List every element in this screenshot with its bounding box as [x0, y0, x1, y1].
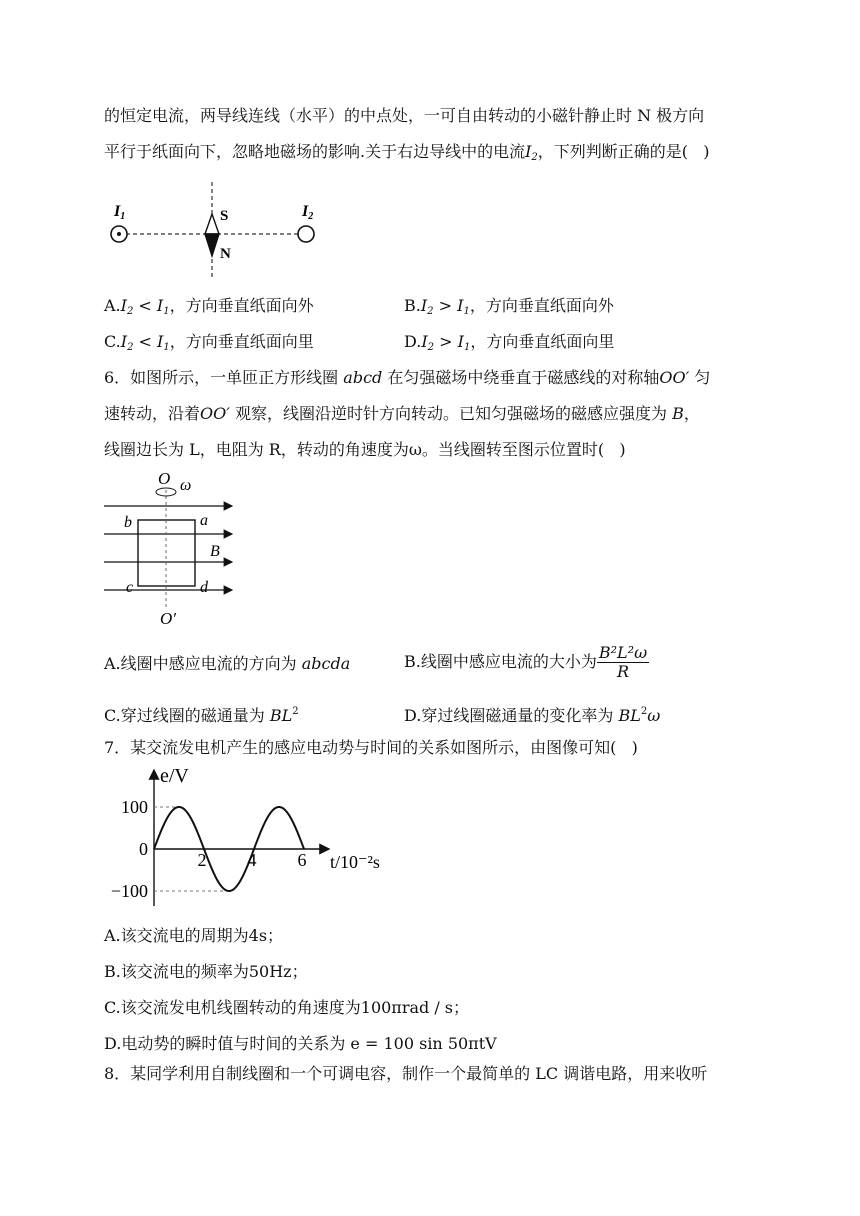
wire-i2-icon — [298, 226, 314, 242]
q6-fraction: $\frac{\text{B²L²ω}}{R}$ — [598, 643, 648, 681]
label-s: S — [220, 208, 229, 224]
q5-option-a: $A.I_2 < I_1$，方向垂直纸面向外 — [104, 296, 314, 317]
y-tick-label: 100 — [121, 797, 148, 817]
q8-stem: 8．某同学利用自制线圈和一个可调电容，制作一个最简单的 LC 调谐电路，用来收听 — [104, 1064, 708, 1083]
label-field-b: B — [210, 543, 220, 560]
q6-option-d: D.穿过线圈磁通量的变化率为 $BL^2\omega$ — [404, 706, 661, 725]
q5-option-c: $C.I_2 < I_1$，方向垂直纸面向里 — [104, 332, 314, 353]
label-b: b — [124, 514, 132, 531]
y-axis-label: e/V — [160, 765, 189, 787]
label-n: N — [220, 246, 231, 262]
x-axis-label: t/10⁻²s — [330, 852, 380, 872]
q5-option-b: $B.I_2 > I_1$，方向垂直纸面向外 — [404, 296, 614, 317]
q5-stem-line2 — [104, 142, 710, 168]
label-i1: I1 — [114, 203, 126, 222]
q7-option-d: D.电动势的瞬时值与时间的关系为 e = 100 sin 50πtV — [104, 1034, 497, 1053]
q6-option-c: C.穿过线圈的磁通量为 $BL^2$ — [104, 706, 299, 725]
x-tick-label: 4 — [247, 850, 257, 870]
q7-option-c: C.该交流发电机线圈转动的角速度为100πrad / s； — [104, 998, 470, 1017]
label-o-prime: O′ — [160, 609, 176, 628]
label-c: c — [126, 579, 134, 596]
label-a: a — [200, 512, 208, 529]
compass-south-icon — [205, 214, 219, 234]
label-o: O — [158, 469, 171, 488]
q7-option-b: B.该交流电的频率为50Hz； — [104, 962, 308, 981]
q6-option-a: A.线圈中感应电流的方向为 abcda — [104, 654, 351, 673]
q6-stem-line1: 6．如图所示，一单匝正方形线圈 abcd 在匀强磁场中绕垂直于磁感线的对称轴OO′ 匀 — [104, 368, 711, 387]
q6-stem-line2: 速转动，沿着OO′ 观察，线圈沿逆时针方向转动。已知匀强磁场的磁感应强度为 B， — [104, 404, 700, 423]
compass-north-icon — [205, 234, 219, 256]
y-tick-label: 0 — [139, 839, 148, 859]
q7-stem: 7．某交流发电机产生的感应电动势与时间的关系如图所示，由图像可知( ) — [104, 738, 638, 757]
x-tick-label: 6 — [297, 850, 307, 870]
q5-i2: $I_2$ — [525, 142, 538, 163]
q6-option-b: B.线圈中感应电流的大小为 $\frac{\text{B²L²ω}}{R}$ — [404, 643, 648, 681]
label-i2: I2 — [302, 203, 314, 222]
label-omega: ω — [180, 477, 192, 494]
label-d: d — [200, 579, 208, 596]
q5-figure — [104, 178, 334, 280]
q6-figure — [104, 468, 236, 628]
q6-stem-line3: 线圈边长为 L，电阻为 R，转动的角速度为ω。当线圈转至图示位置时( ) — [104, 440, 626, 459]
q7-option-a: A.该交流电的周期为4s； — [104, 926, 284, 945]
q5-option-d: $D.I_2 > I_1$，方向垂直纸面向里 — [404, 332, 615, 353]
q5-stem-line1: 的恒定电流，两导线连线（水平）的中点处，一可自由转动的小磁针静止时 N 极方向 — [104, 106, 705, 125]
q5-stem-text-end: ，下列判断正确的是( ) — [537, 142, 710, 161]
y-tick-label: −100 — [110, 881, 148, 901]
q5-stem-text: 平行于纸面向下，忽略地磁场的影响.关于右边导线中的电流 — [104, 142, 526, 161]
q7-emf-chart — [104, 762, 394, 912]
x-tick-label: 2 — [197, 850, 207, 870]
